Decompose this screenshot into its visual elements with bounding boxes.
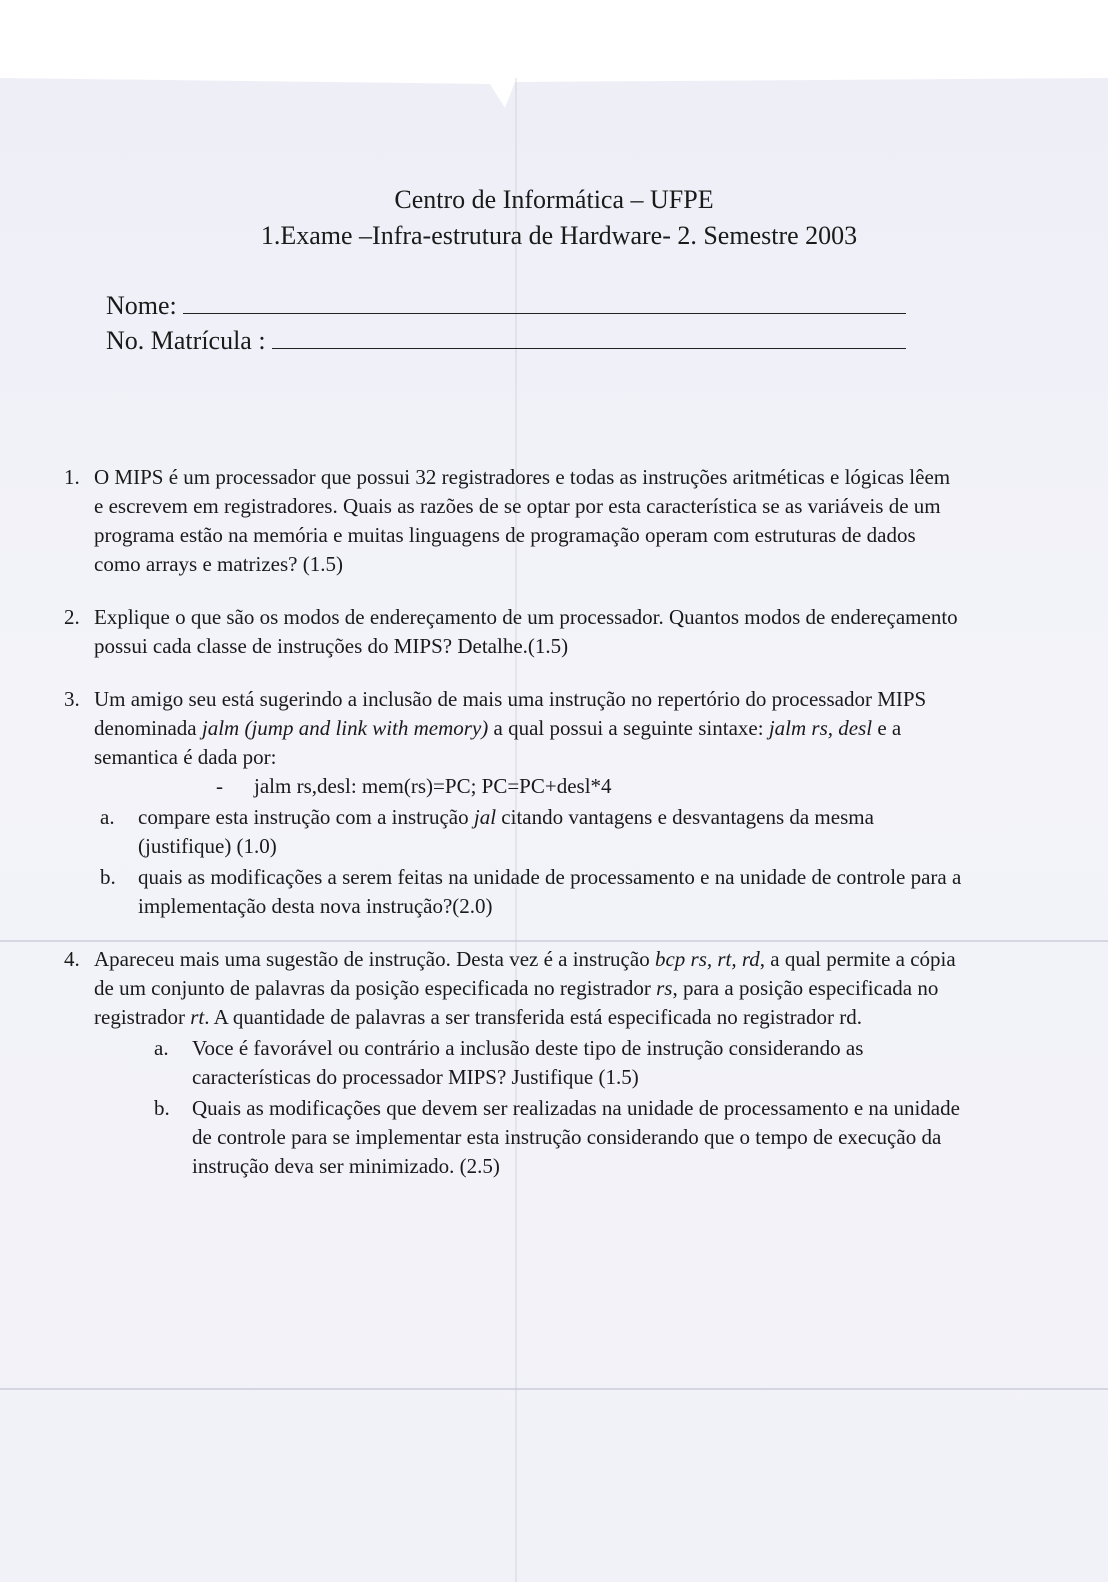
matricula-label: No. Matrícula : <box>106 326 266 355</box>
question-text: Um amigo seu está sugerindo a inclusão de mais uma instrução no repertório do processador MIPS denominada jalm (jump and link with memory) a qual possui a seguinte sintaxe: jalm rs, desl e a semantica é dada por: <box>94 687 927 769</box>
question-number: 2. <box>64 605 80 629</box>
instruction-name: jalm (jump and link with memory) <box>201 716 489 740</box>
subquestion-b <box>148 1094 964 1181</box>
question-list <box>64 463 964 1205</box>
subquestion-b <box>94 863 964 921</box>
question-body <box>94 685 964 921</box>
subquestion-list <box>94 1034 964 1181</box>
question-number: 1. <box>64 465 80 489</box>
paper-fold-line <box>0 1388 1108 1390</box>
dash-bullet: - <box>216 774 223 798</box>
question-text: Explique o que são os modos de endereçamento de um processador. Quantos modos de endereçamento possui cada classe de instruções do MIPS? Detalhe.(1.5) <box>94 605 958 658</box>
question-text: Apareceu mais uma sugestão de instrução. Desta vez é a instrução bcp rs, rt, rd, a qual permite a cópia de um conjunto de palavras da posição especificada no registrador rs, para a posição especificada no registrador rt. A quantidade de palavras a ser transferida está especificada no registrador rd. <box>94 947 956 1029</box>
subquestion-letter: a. <box>154 1036 169 1060</box>
paper-top-edge <box>0 78 1108 118</box>
matricula-blank-line <box>272 326 906 349</box>
subquestion-letter: a. <box>100 805 115 829</box>
institution-title: Centro de Informática – UFPE <box>394 185 714 214</box>
question-4 <box>64 945 964 1181</box>
instruction-syntax: jalm rs, desl <box>768 716 873 740</box>
exam-header <box>0 182 1108 254</box>
semantics-line <box>94 772 964 801</box>
exam-title: 1.Exame –Infra-estrutura de Hardware- 2. Semestre 2003 <box>260 221 858 250</box>
subquestion-text: Quais as modificações que devem ser realizadas na unidade de processamento e na unidade de controle para se implementar esta instrução considerando que o tempo de execução da instrução deva ser minimizado. (2.5) <box>192 1096 960 1178</box>
question-body <box>94 945 964 1181</box>
nome-blank-line <box>183 291 906 314</box>
subquestion-text: compare esta instrução com a instrução jal citando vantagens e desvantagens da mesma (justifique) (1.0) <box>138 805 874 858</box>
subquestion-letter: b. <box>100 865 116 889</box>
semantics-text: jalm rs,desl: mem(rs)=PC; PC=PC+desl*4 <box>254 774 612 798</box>
question-number: 3. <box>64 687 80 711</box>
question-1 <box>64 463 964 579</box>
question-2 <box>64 603 964 661</box>
question-text: O MIPS é um processador que possui 32 registradores e todas as instruções aritméticas e lógicas lêem e escrevem em registradores. Quais as razões de se optar por esta característica se as variáveis de um programa estão na memória e muitas linguagens de programação operam com estruturas de dados como arrays e matrizes? (1.5) <box>94 465 951 576</box>
nome-label: Nome: <box>106 291 177 320</box>
exam-sheet <box>0 78 1108 1582</box>
subquestion-a <box>148 1034 964 1092</box>
subquestion-letter: b. <box>154 1096 170 1120</box>
question-3 <box>64 685 964 921</box>
subquestion-text: Voce é favorável ou contrário a inclusão deste tipo de instrução considerando as características do processador MIPS? Justifique (1.5) <box>192 1036 864 1089</box>
subquestion-text: quais as modificações a serem feitas na unidade de processamento e na unidade de controle para a implementação desta nova instrução?(2.0) <box>138 865 962 918</box>
question-number: 4. <box>64 947 80 971</box>
subquestion-a <box>94 803 964 861</box>
matricula-field <box>106 326 906 356</box>
nome-field <box>106 291 906 321</box>
